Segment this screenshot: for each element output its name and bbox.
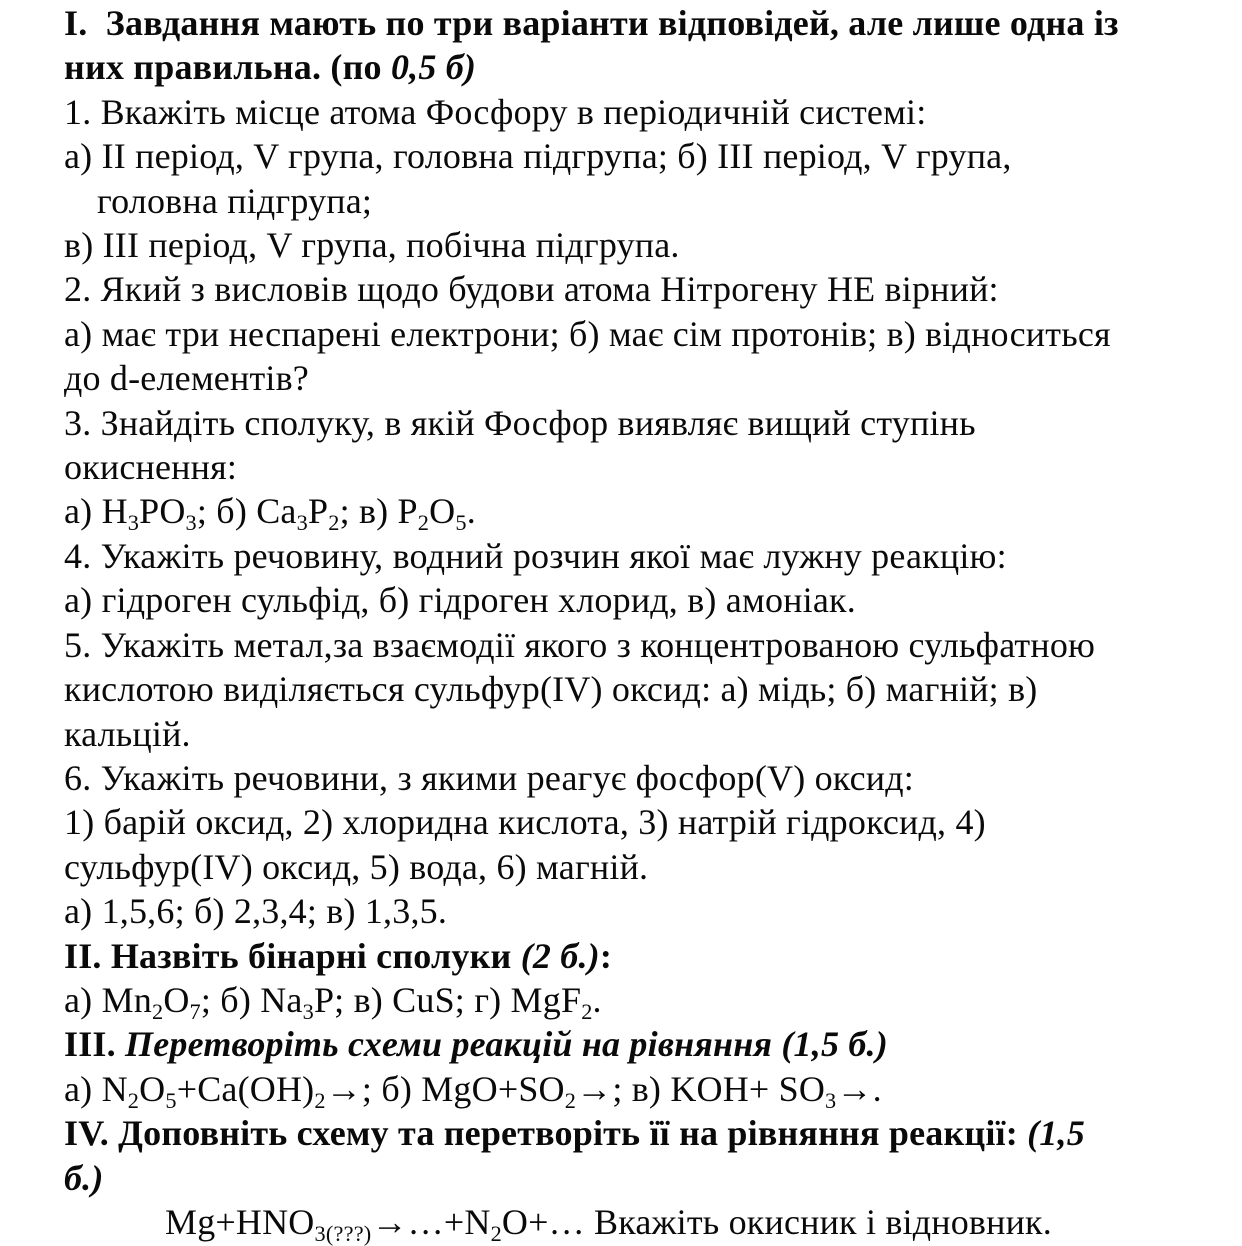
formula-subscript: 3 [127,510,140,536]
text-segment: а) N [64,1068,128,1109]
formula-subscript: 3 [185,510,197,536]
text-segment: III. [64,1024,126,1065]
text-line [64,45,1232,89]
formula-subscript: 2 [490,1221,502,1246]
text-line [64,134,1232,178]
text-segment: 6. Укажіть речовини, з якими реагує фосфор(V) оксид: [64,757,914,798]
text-segment: них правильна. (по [64,47,391,88]
text-line [64,1200,1232,1244]
formula-subscript: 2 [151,999,164,1025]
text-segment: (2 б.) [520,935,600,976]
text-segment: IV. Доповніть схему та перетворіть її на рівняння реакції: [64,1113,1028,1154]
text-segment: а) H [64,491,128,532]
text-line [64,667,1232,711]
text-line [64,1067,1232,1111]
text-segment: →; б) MgO+SO [325,1068,565,1109]
text-segment: Перетворіть схеми реакцій на рівняння (1,5 б.) [125,1024,888,1065]
text-segment: ; б) Ca [196,491,297,532]
text-line [64,534,1232,578]
formula-subscript: 3 [825,1087,837,1113]
text-segment: 4. Укажіть речовину, водний розчин якої має лужну реакцію: [64,535,1007,576]
text-segment: +Ca(OH) [176,1068,315,1109]
text-line [64,1111,1232,1155]
text-line [64,223,1232,267]
text-segment: головна підгрупа; [97,180,373,221]
text-segment: I. Завдання мають по три варіанти відповідей, але лише одна із [64,3,1119,43]
text-segment: O [429,491,456,532]
formula-subscript: 5 [455,510,467,536]
text-segment: 3. Знайдіть сполуку, в якій Фосфор виявляє вищий ступінь [64,402,976,443]
formula-subscript: 2 [328,510,340,536]
text-segment: Mg+HNO [165,1201,315,1242]
text-line [64,1,1232,45]
text-segment: а) II період, V група, головна підгрупа; б) III період, V група, [64,136,1012,177]
text-line [64,267,1232,311]
text-line [64,845,1232,889]
text-segment: окиснення: [64,447,238,488]
text-segment: →…+N [371,1201,491,1242]
formula-subscript: 2 [127,1087,140,1113]
text-segment: II. Назвіть бінарні сполуки [64,935,521,976]
formula-subscript: 3 [296,510,308,536]
text-line [64,756,1232,800]
text-segment: сульфур(IV) оксид, 5) вода, 6) магній. [64,846,649,887]
text-segment: а) 1,5,6; б) 2,3,4; в) 1,3,5. [64,891,448,932]
text-segment: 5. Укажіть метал,за взаємодії якого з концентрованою сульфатною [64,624,1096,665]
text-line [64,489,1232,536]
text-line [64,934,1232,978]
text-segment: а) Mn [64,979,152,1020]
text-line [64,401,1232,445]
text-segment: 2. Який з висловів щодо будови атома Нітрогену НЕ вірний: [64,269,999,310]
formula-subscript: 7 [189,999,201,1025]
formula-subscript: 3 [302,999,314,1025]
text-segment: O+… Вкажіть окисник і відновник. [501,1201,1052,1242]
text-segment: →. [836,1068,882,1109]
text-segment: O [139,1068,166,1109]
text-segment: б.) [64,1157,104,1198]
text-segment: P; в) CuS; г) MgF [313,979,582,1020]
formula-subscript: 2 [314,1087,326,1113]
text-line [64,578,1232,622]
text-line [64,712,1232,756]
text-line [64,1156,1232,1200]
text-line [64,90,1232,134]
text-line [64,179,1232,223]
formula-subscript: 2 [417,510,430,536]
text-line [64,1022,1232,1066]
text-segment: O [163,979,190,1020]
text-line [64,356,1232,400]
text-segment: 1. Вкажіть місце атома Фосфору в періодичній системі: [64,91,927,132]
text-segment: 1) барій оксид, 2) хлоридна кислота, 3) натрій гідроксид, 4) [64,802,986,843]
text-segment: . [466,491,476,532]
formula-subscript: 2 [581,999,593,1025]
text-segment: в) III період, V група, побічна підгрупа. [64,225,680,266]
text-line [64,445,1232,489]
text-segment: →; в) KOH+ SO [576,1068,826,1109]
text-line [64,800,1232,844]
text-segment: ; б) Na [200,979,303,1020]
text-segment: кальцій. [64,713,191,754]
text-segment: PO [139,491,186,532]
text-segment: P [307,491,329,532]
text-segment: а) має три неспарені електрони; б) має сім протонів; в) відноситься [64,313,1111,354]
formula-subscript: 5 [165,1087,177,1113]
text-segment: . [592,979,602,1020]
text-line [64,889,1232,933]
text-segment: ; в) P [339,491,418,532]
text-line [64,978,1232,1025]
formula-subscript: 2 [564,1087,577,1113]
text-segment: (1,5 [1027,1113,1085,1154]
text-segment: кислотою виділяється сульфур(IV) оксид: а) мідь; б) магній; в) [64,669,1038,710]
formula-subscript: 3(???) [314,1221,372,1246]
text-line [64,623,1232,667]
text-segment: 0,5 б) [390,47,477,88]
text-segment: : [599,935,613,976]
text-segment: а) гідроген сульфід, б) гідроген хлорид, в) амоніак. [64,580,856,621]
text-segment: до d-елементів? [64,358,309,399]
text-line [64,312,1232,356]
